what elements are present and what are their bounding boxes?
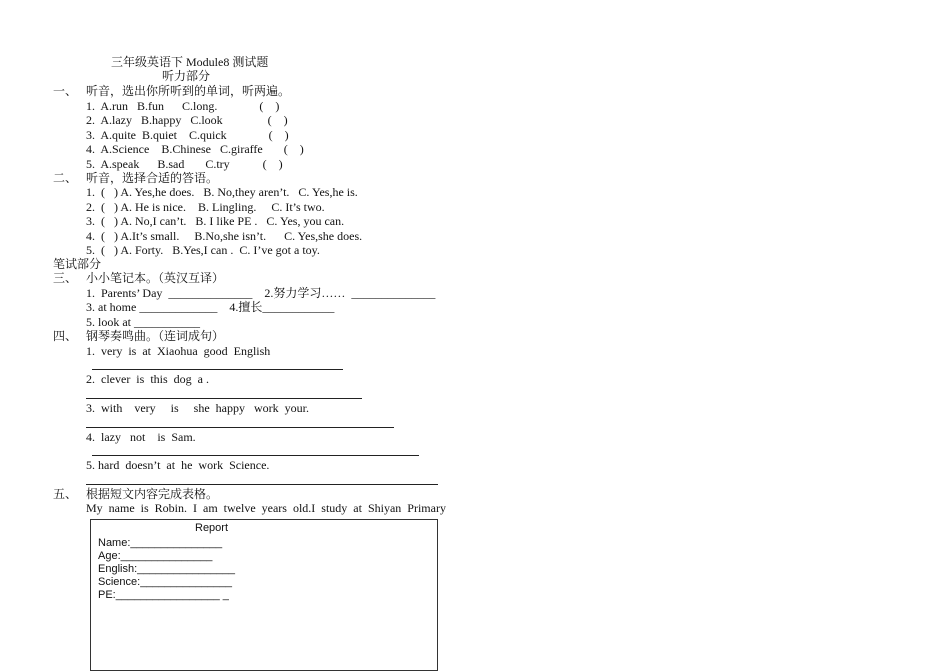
section-2-item: 3. ( ) A. No,I can’t. B. I like PE . C. Yes, you can. xyxy=(86,214,345,228)
listening-part-heading: 听力部分 xyxy=(162,69,211,83)
section-2-instruction: 听音，选择合适的答语。 xyxy=(86,171,219,185)
report-field-english[interactable]: English:________________ xyxy=(98,563,236,575)
section-4-instruction: 钢琴奏鸣曲。（连词成句） xyxy=(86,329,225,343)
section-3-number: 三、 xyxy=(53,271,78,285)
section-2-number: 二、 xyxy=(53,171,78,185)
section-2-item: 4. ( ) A.It’s small. B.No,she isn’t. C. Yes,she does. xyxy=(86,229,363,243)
section-2-item: 5. ( ) A. Forty. B.Yes,I can . C. I’ve got a toy. xyxy=(86,243,320,257)
answer-line[interactable] xyxy=(92,455,419,456)
section-4-item: 4. lazy not is Sam. xyxy=(86,430,196,444)
answer-line[interactable] xyxy=(92,369,343,370)
report-table xyxy=(90,519,438,671)
section-3-instruction: 小小笔记本。（英汉互译） xyxy=(86,271,225,285)
section-1-item: 4. A.Science B.Chinese C.giraffe ( ) xyxy=(86,142,304,156)
report-field-age[interactable]: Age:_______________ xyxy=(98,550,213,562)
report-field-name[interactable]: Name:_______________ xyxy=(98,537,223,549)
section-1-item: 2. A.lazy B.happy C.look ( ) xyxy=(86,113,288,127)
section-1-item: 3. A.quite B.quiet C.quick ( ) xyxy=(86,128,289,142)
section-1-item: 1. A.run B.fun C.long. ( ) xyxy=(86,99,280,113)
section-5-number: 五、 xyxy=(53,487,78,501)
section-4-item: 3. with very is she happy work your. xyxy=(86,401,309,415)
section-2-item: 1. ( ) A. Yes,he does. B. No,they aren’t. C. Yes,he is. xyxy=(86,185,358,199)
section-1-item: 5. A.speak B.sad C.try ( ) xyxy=(86,157,283,171)
report-field-pe[interactable]: PE:_________________ _ xyxy=(98,589,229,601)
section-4-item: 2. clever is this dog a . xyxy=(86,372,209,386)
section-4-item: 5. hard doesn’t at he work Science. xyxy=(86,458,270,472)
section-1-number: 一、 xyxy=(53,84,78,98)
report-title: Report xyxy=(195,522,229,534)
section-2-item: 2. ( ) A. He is nice. B. Lingling. C. It’s two. xyxy=(86,200,325,214)
section-3-item: 5. look at ___________ xyxy=(86,315,200,329)
reading-passage: My name is Robin. I am twelve years old.I study at Shiyan Primary xyxy=(86,501,446,515)
answer-line[interactable] xyxy=(86,484,438,485)
section-3-item: 1. Parents’ Day ______________ 2.努力学习…… ______________ xyxy=(86,286,436,300)
section-4-item: 1. very is at Xiaohua good English xyxy=(86,344,271,358)
section-5-instruction: 根据短文内容完成表格。 xyxy=(86,487,219,501)
written-part-heading: 笔试部分 xyxy=(53,257,102,271)
section-3-item: 3. at home _____________ 4.擅长____________ xyxy=(86,300,335,314)
answer-line[interactable] xyxy=(86,398,362,399)
answer-line[interactable] xyxy=(86,427,394,428)
page-title: 三年级英语下 Module8 测试题 xyxy=(111,55,269,69)
section-1-instruction: 听音，选出你所听到的单词，听两遍。 xyxy=(86,84,291,98)
section-4-number: 四、 xyxy=(53,329,78,343)
report-field-science[interactable]: Science:_______________ xyxy=(98,576,232,588)
